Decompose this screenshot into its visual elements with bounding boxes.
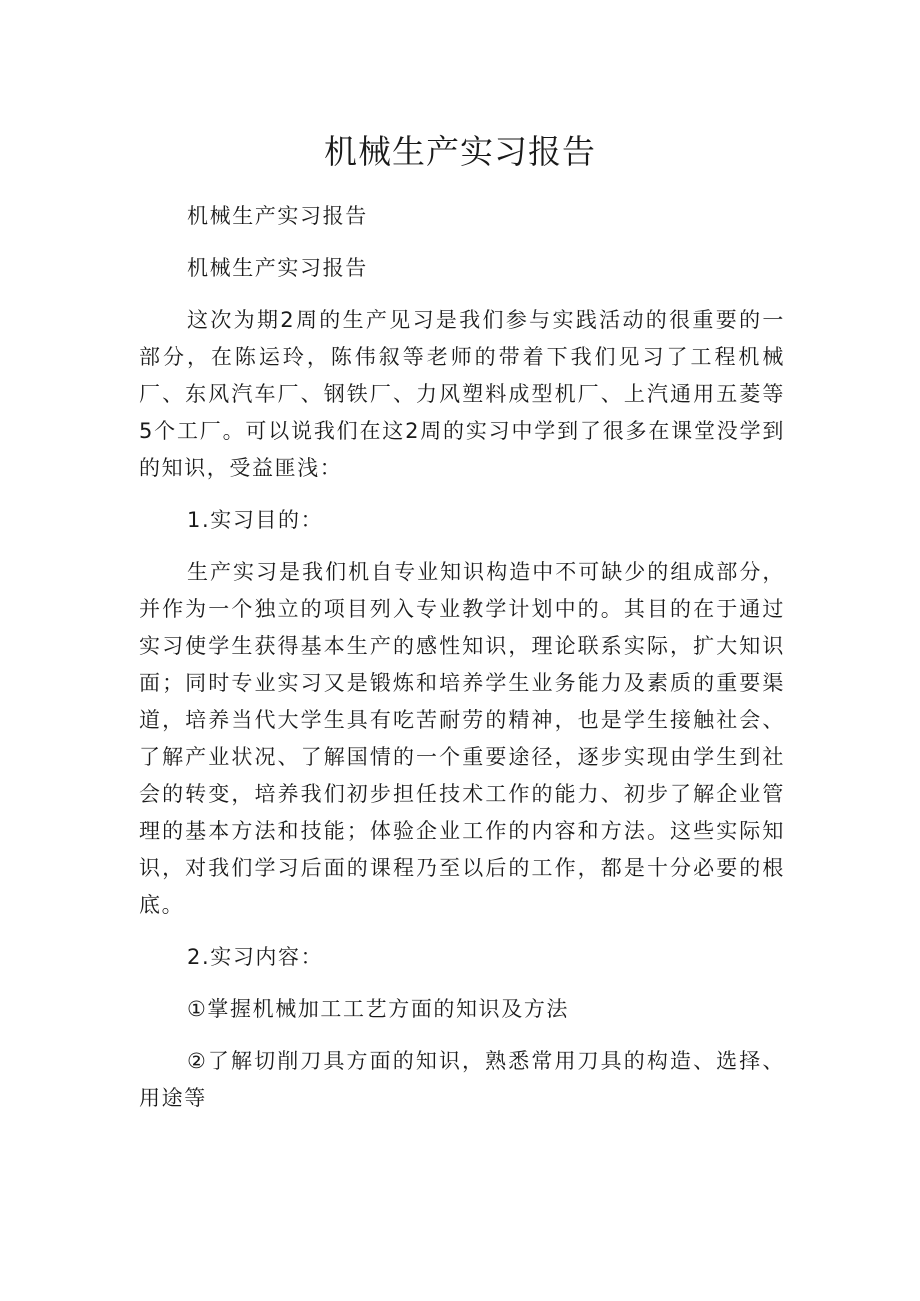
paragraph-subtitle-1: 机械生产实习报告 bbox=[187, 204, 368, 228]
list-item-2: ②了解切削刀具方面的知识，熟悉常用刀具的构造、选择、用途等 bbox=[139, 1049, 785, 1110]
paragraph-purpose: 生产实习是我们机自专业知识构造中不可缺少的组成部分，并作为一个独立的项目列入专业教学计划中的。其目的在于通过实习使学生获得基本生产的感性知识，理论联系实际，扩大知识面；同时专业实习又是锻炼和培养学生业务能力及素质的重要渠道，培养当代大学生具有吃苦耐劳的精神，也是学生接触社会、了解产业状况、了解国情的一个重要途径，逐步实现由学生到社会的转变，培养我们初步担任技术工作的能力、初步了解企业管理的基本方法和技能；体验企业工作的内容和方法。这些实际知识，对我们学习后面的课程乃至以后的工作，都是十分必要的根底。 bbox=[139, 560, 785, 917]
paragraph-subtitle-2: 机械生产实习报告 bbox=[187, 256, 368, 280]
paragraph-intro: 这次为期2周的生产见习是我们参与实践活动的很重要的一部分，在陈运玲，陈伟叙等老师的带着下我们见习了工程机械厂、东风汽车厂、钢铁厂、力风塑料成型机厂、上汽通用五菱等5个工厂。可以说我们在这2周的实习中学到了很多在课堂没学到的知识，受益匪浅： bbox=[139, 308, 785, 480]
document-title: 机械生产实习报告 bbox=[324, 132, 596, 171]
section-heading-purpose: 1.实习目的： bbox=[187, 508, 324, 532]
list-item-1: ①掌握机械加工工艺方面的知识及方法 bbox=[187, 997, 570, 1021]
document-body bbox=[139, 198, 785, 1132]
section-heading-content: 2.实习内容： bbox=[187, 945, 324, 969]
